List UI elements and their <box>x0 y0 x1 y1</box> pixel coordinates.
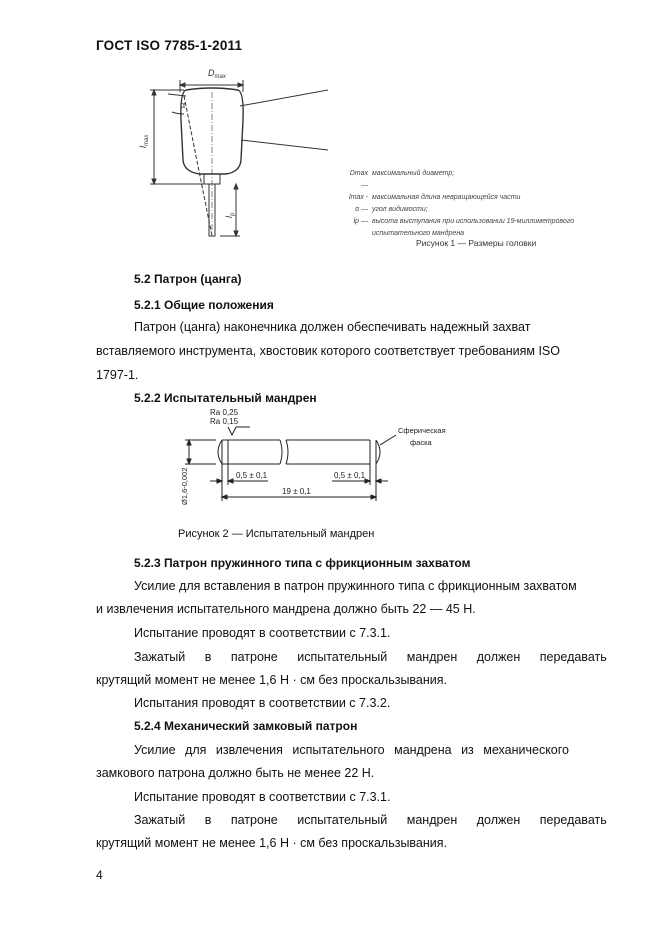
figure-1-legend <box>344 168 574 240</box>
figure-2-caption: Рисунок 2 — Испытательный мандрен <box>178 528 375 540</box>
section-5-2-4-heading: 5.2.4 Механический замковый патрон <box>134 719 358 733</box>
dim-left-label: 0,5 ± 0,1 <box>236 471 268 480</box>
lp-label: $l_p$ <box>224 212 236 218</box>
paragraph-line: вставляемого инструмента, хвостовик которого соответствует требованиям ISO <box>96 344 560 358</box>
paragraph-line: Усилие для извлечения испытательного мандрена из механического <box>134 743 569 757</box>
paragraph-line: Зажатый в патроне испытательный мандрен должен передавать <box>134 813 607 827</box>
paragraph-line: Испытание проводят в соответствии с 7.3.1. <box>134 790 391 804</box>
figure-1-caption: Рисунок 1 — Размеры головки <box>416 238 537 248</box>
page-number: 4 <box>96 868 103 882</box>
legend-row: lp — высота выступания при использовании 19-миллиметрового <box>353 218 575 225</box>
paragraph-line: Испытание проводят в соответствии с 7.3.1. <box>134 626 391 640</box>
diameter-label: Ø1,6-0,002 <box>180 467 189 505</box>
figure-1-head-diagram <box>128 60 328 260</box>
legend-row: Dmax — максимальный диаметр; <box>349 170 455 189</box>
roughness-label-1: Ra 0,25 <box>210 408 239 417</box>
paragraph-line: замкового патрона должно быть не менее 22 Н. <box>96 766 375 780</box>
paragraph-line: 1797-1. <box>96 368 139 382</box>
legend-row: lmax - максимальная длина невращающейся части <box>348 194 521 201</box>
paragraph-line: Патрон (цанга) наконечника должен обеспечивать надежный захват <box>134 320 531 334</box>
paragraph-line: Испытания проводят в соответствии с 7.3.2. <box>134 696 391 710</box>
section-5-2-1-heading: 5.2.1 Общие положения <box>134 298 274 312</box>
paragraph-line: крутящий момент не менее 1,6 Н · см без проскальзывания. <box>96 836 448 850</box>
figure-2-mandrel-diagram <box>180 405 470 513</box>
dim-right-label: 0,5 ± 0,1 <box>334 471 366 480</box>
section-5-2-3-heading: 5.2.3 Патрон пружинного типа с фрикционным захватом <box>134 556 471 570</box>
section-5-2-2-heading: 5.2.2 Испытательный мандрен <box>134 391 317 405</box>
legend-row: α — угол видимости; <box>355 206 428 213</box>
alpha-label: α <box>180 100 186 110</box>
section-5-2-heading: 5.2 Патрон (цанга) <box>134 272 242 286</box>
paragraph-line: Зажатый в патроне испытательный мандрен должен передавать <box>134 650 607 664</box>
paragraph-line: крутящий момент не менее 1,6 Н · см без проскальзывания. <box>96 673 448 687</box>
chamfer-label-2: фаска <box>410 438 432 447</box>
lmax-label: $l_{max}$ <box>138 134 150 148</box>
legend-row: испытательного мандрена <box>372 230 465 237</box>
dmax-label: $D_{max}$ <box>208 68 226 80</box>
chamfer-label-1: Сферическая <box>398 426 446 435</box>
paragraph-line: Усилие для вставления в патрон пружинного типа с фрикционным захватом <box>134 579 577 593</box>
document-header: ГОСТ ISO 7785-1-2011 <box>96 38 243 53</box>
dim-total-label: 19 ± 0,1 <box>282 487 311 496</box>
roughness-label-2: Ra 0,15 <box>210 417 239 426</box>
paragraph-line: и извлечения испытательного мандрена должно быть 22 — 45 Н. <box>96 602 476 616</box>
